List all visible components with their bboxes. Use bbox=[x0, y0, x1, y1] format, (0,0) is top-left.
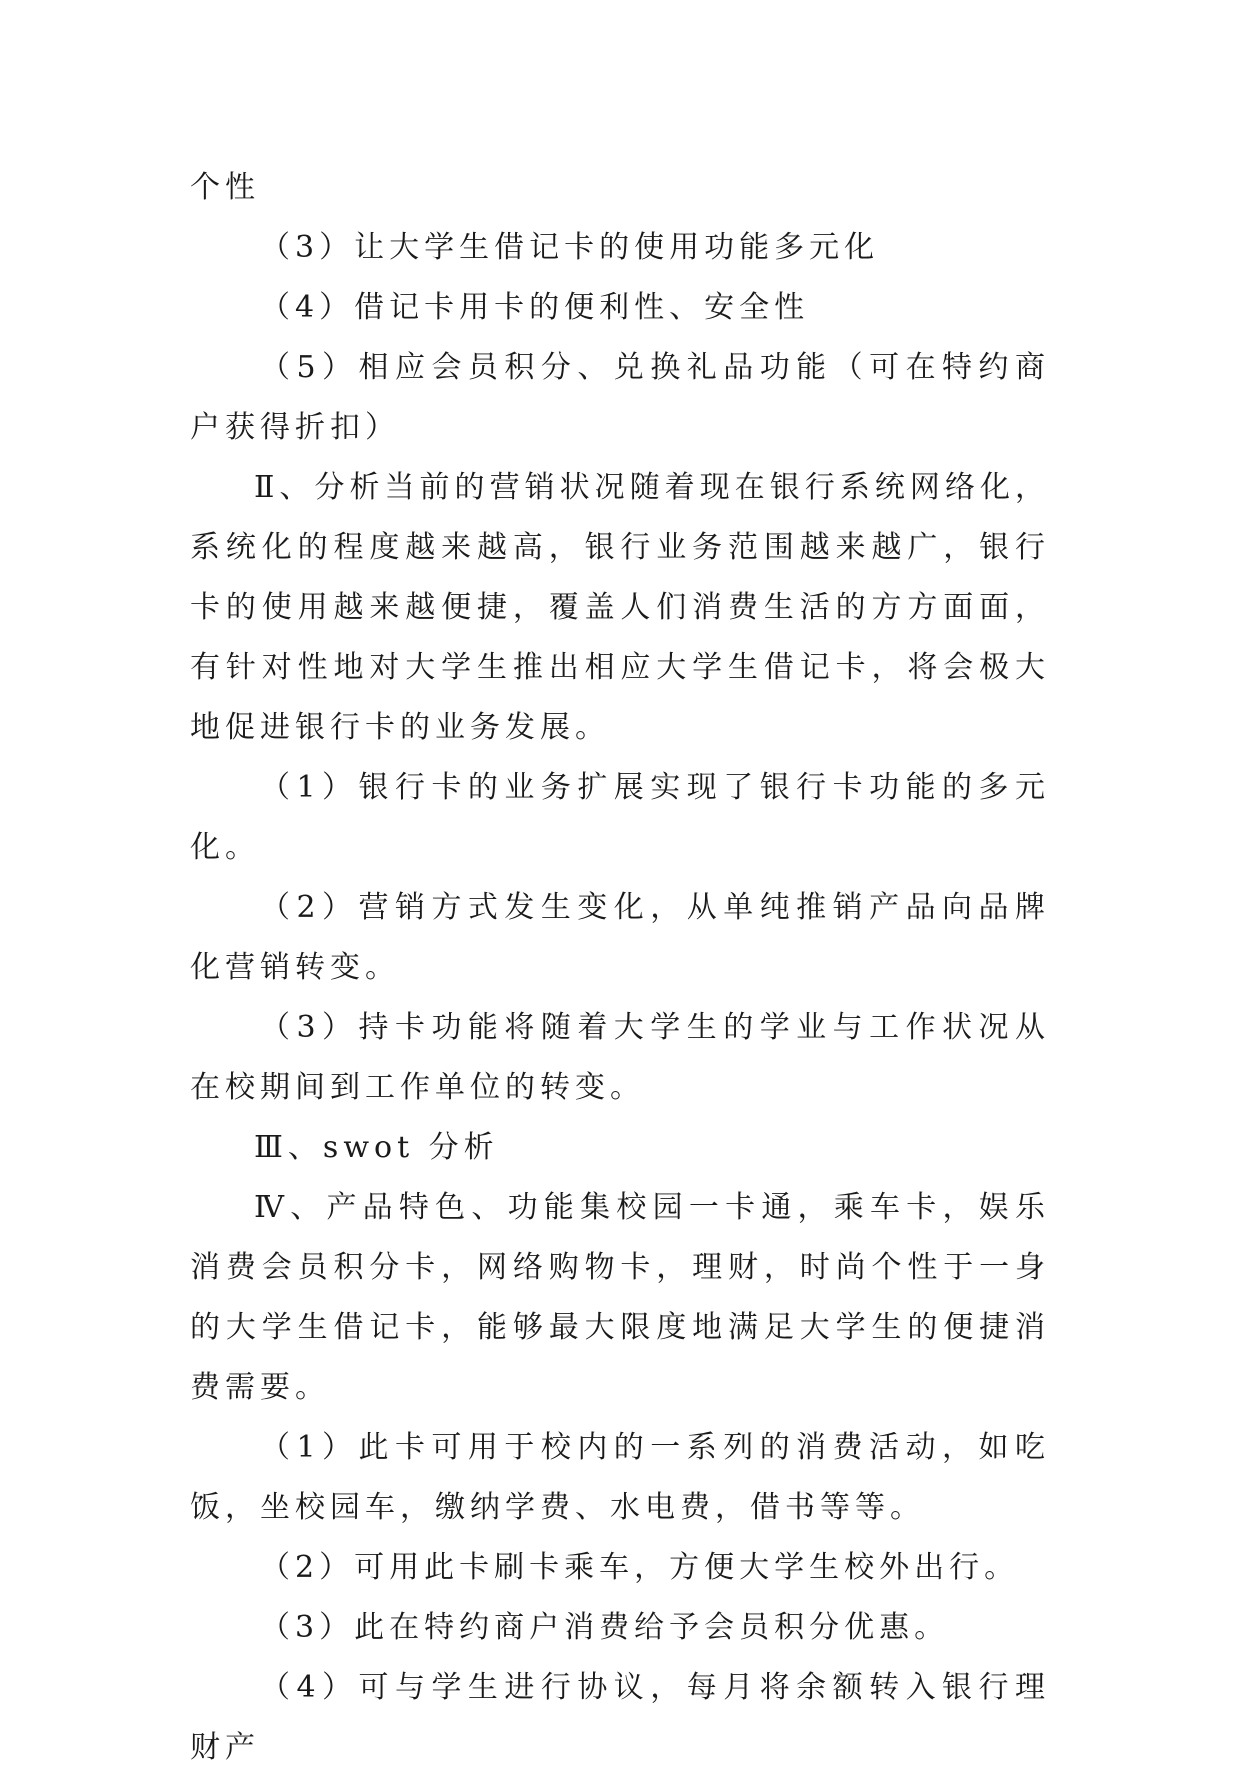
paragraph-item-4: （4）借记卡用卡的便利性、安全性 bbox=[260, 290, 810, 325]
paragraph-item-5: （5）相应会员积分、兑换礼品功能（可在特约商户获得折扣） bbox=[190, 350, 1050, 445]
paragraph-market-1: （1）银行卡的业务扩展实现了银行卡功能的多元化。 bbox=[190, 770, 1050, 865]
paragraph-feature-1: （1）此卡可用于校内的一系列的消费活动，如吃饭，坐校园车，缴纳学费、水电费，借书等等。 bbox=[190, 1430, 1050, 1525]
document-body bbox=[190, 158, 1050, 1778]
paragraph-continuation: 个性 bbox=[190, 170, 260, 205]
section-heading-ii: Ⅱ、分析当前的营销状况随着现在银行系统网络化，系统化的程度越来越高，银行业务范围越来越广，银行卡的使用越来越便捷，覆盖人们消费生活的方方面面，有针对性地对大学生推出相应大学生借记卡，将会极大地促进银行卡的业务发展。 bbox=[190, 470, 1050, 745]
paragraph-market-3: （3）持卡功能将随着大学生的学业与工作状况从在校期间到工作单位的转变。 bbox=[190, 1010, 1050, 1105]
paragraph-item-3: （3）让大学生借记卡的使用功能多元化 bbox=[260, 230, 880, 265]
section-heading-iii: Ⅲ、swot 分析 bbox=[254, 1130, 499, 1165]
paragraph-feature-4: （4）可与学生进行协议，每月将余额转入银行理财产 bbox=[190, 1670, 1050, 1765]
paragraph-feature-2: （2）可用此卡刷卡乘车，方便大学生校外出行。 bbox=[260, 1550, 1020, 1585]
section-heading-iv: Ⅳ、产品特色、功能集校园一卡通，乘车卡，娱乐消费会员积分卡，网络购物卡，理财，时尚个性于一身的大学生借记卡，能够最大限度地满足大学生的便捷消费需要。 bbox=[190, 1190, 1050, 1405]
paragraph-feature-3: （3）此在特约商户消费给予会员积分优惠。 bbox=[260, 1610, 950, 1645]
paragraph-market-2: （2）营销方式发生变化，从单纯推销产品向品牌化营销转变。 bbox=[190, 890, 1050, 985]
